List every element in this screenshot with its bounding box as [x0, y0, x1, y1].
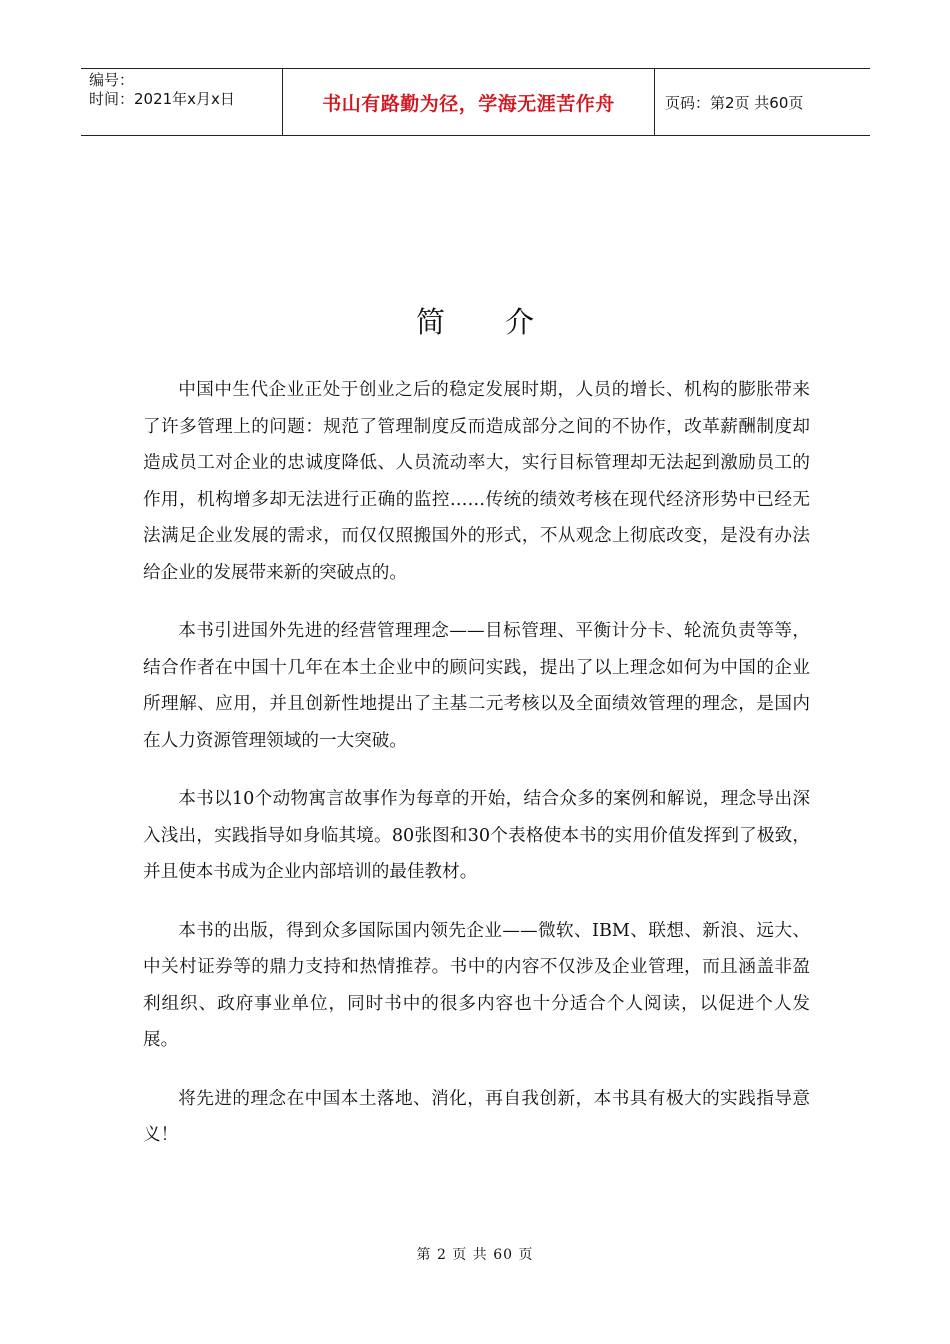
- document-date: 时间：2021年x月x日: [89, 90, 235, 108]
- paragraph: 将先进的理念在中国本土落地、消化，再自我创新，本书具有极大的实践指导意义！: [143, 1088, 810, 1145]
- paragraph: 本书的出版，得到众多国际国内领先企业——微软、IBM、联想、新浪、远大、中关村证券等的鼎力支持和热情推荐。书中的内容不仅涉及企业管理，而且涵盖非盈利组织、政府事业单位，同时书中的很多内容也十分适合个人阅读，以促进个人发展。: [143, 920, 810, 1050]
- page-footer: 第 2 页 共 60 页: [416, 1247, 534, 1263]
- document-body: [143, 372, 810, 1176]
- header-page-info: 页码：第2页 共60页: [665, 93, 804, 112]
- paragraph: 本书引进国外先进的经营管理理念——目标管理、平衡计分卡、轮流负责等等，结合作者在中国十几年在本土企业中的顾问实践，提出了以上理念如何为中国的企业所理解、应用，并且创新性地提出了主基二元考核以及全面绩效管理的理念，是国内在人力资源管理领域的一大突破。: [143, 621, 810, 751]
- paragraph: 中国中生代企业正处于创业之后的稳定发展时期，人员的增长、机构的膨胀带来了许多管理上的问题：规范了管理制度反而造成部分之间的不协作，改革薪酬制度却造成员工对企业的忠诚度降低、人员流动率大，实行目标管理却无法起到激励员工的作用，机构增多却无法进行正确的监控……传统的绩效考核在现代经济形势中已经无法满足企业发展的需求，而仅仅照搬国外的形式，不从观念上彻底改变，是没有办法给企业的发展带来新的突破点的。: [143, 380, 810, 583]
- document-title: 简介: [415, 305, 594, 339]
- header-meta: [81, 69, 282, 135]
- document-number-label: 编号：: [89, 71, 135, 89]
- page-header: [81, 68, 870, 136]
- header-motto: 书山有路勤为径，学海无涯苦作舟: [282, 69, 655, 135]
- paragraph: 本书以10个动物寓言故事作为每章的开始，结合众多的案例和解说，理念导出深入浅出，实践指导如身临其境。80张图和30个表格使本书的实用价值发挥到了极致，并且使本书成为企业内部培训的最佳教材。: [143, 789, 810, 882]
